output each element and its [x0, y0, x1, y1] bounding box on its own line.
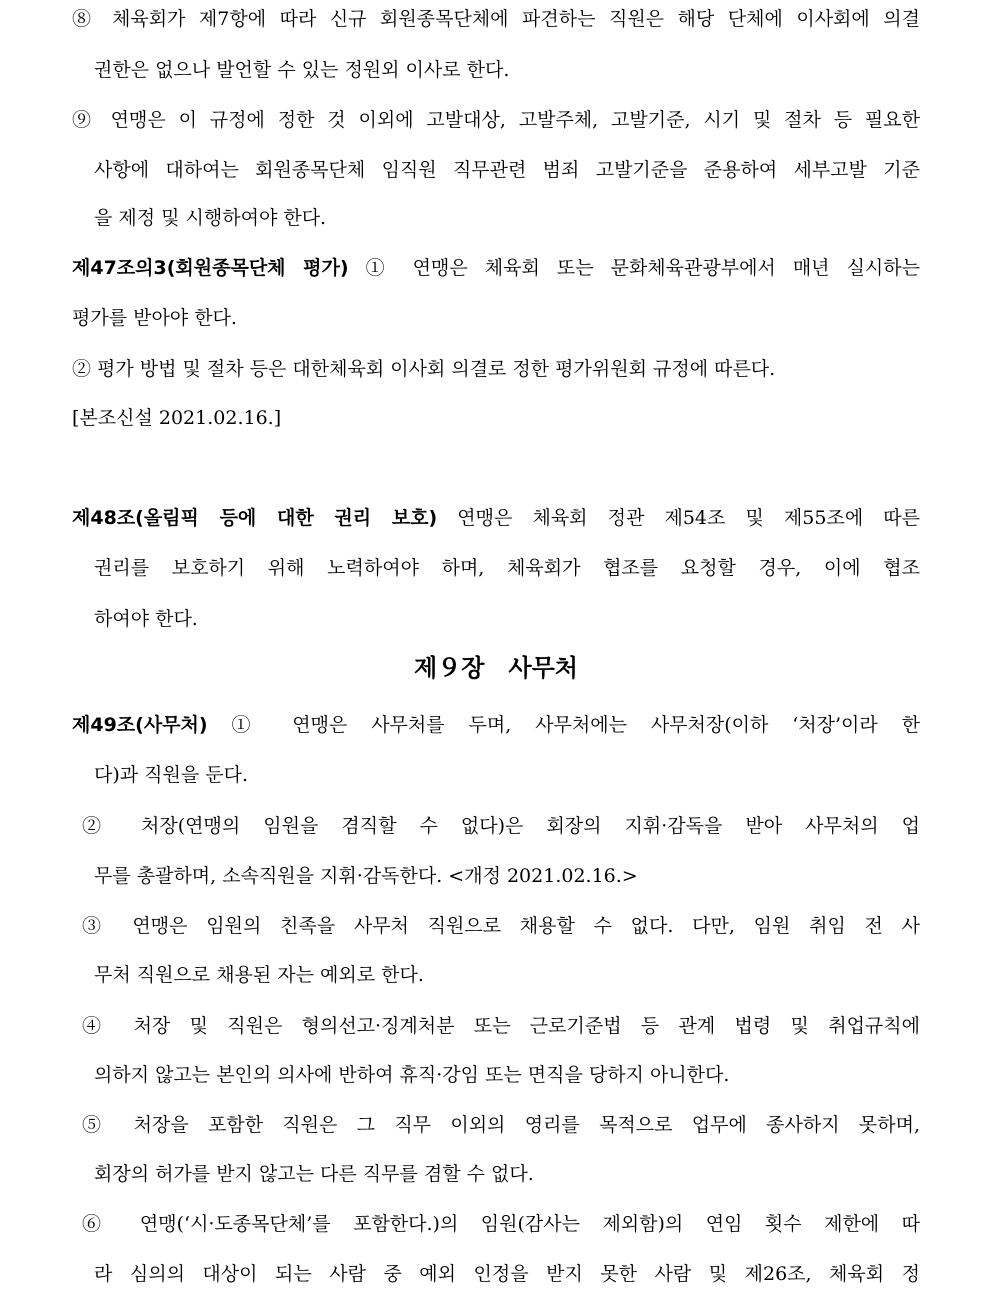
- article-49-clause-5-line-2: 회장의 허가를 받지 않고는 다른 직무를 겸할 수 없다.: [94, 1163, 534, 1185]
- article-49-line-1: [72, 710, 920, 740]
- article-49-clause-2-line-2: 무를 총괄하며, 소속직원을 지휘·감독한다. <개정 2021.02.16.>: [94, 865, 638, 887]
- article-47-3-heading: 제47조의3(회원종목단체 평가): [72, 257, 349, 279]
- article-49-clause-1: ① 연맹은 사무처를 두며, 사무처에는 사무처장(이하 ‘처장’이라 한: [231, 714, 920, 736]
- article-49-clause-3-line-2: 무처 직원으로 채용된 자는 예외로 한다.: [94, 964, 424, 986]
- article-49-clause-6-line-1: ⑥ 연맹(‘시·도종목단체’를 포함한다.)의 임원(감사는 제외함)의 연임 횟수 제한에 따: [82, 1213, 920, 1235]
- article-47-3-note: [본조신설 2021.02.16.]: [72, 407, 282, 429]
- article-49-clause-4-line-2: 의하지 않고는 본인의 의사에 반하여 휴직·강임 또는 면직을 당하지 아니한다.: [94, 1064, 730, 1086]
- article-48-line-1: [72, 503, 920, 533]
- paragraph-9-line-3: 을 제정 및 시행하여야 한다.: [94, 207, 327, 229]
- article-48-text: 연맹은 체육회 정관 제54조 및 제55조에 따른: [457, 507, 920, 529]
- article-47-3-clause-1: ① 연맹은 체육회 또는 문화체육관광부에서 매년 실시하는: [365, 257, 920, 279]
- paragraph-8-line-1: ⑧ 체육회가 제7항에 따라 신규 회원종목단체에 파견하는 직원은 해당 단체에 이사회에 의결: [72, 8, 920, 30]
- paragraph-8-line-2: 권한은 없으나 발언할 수 있는 정원외 이사로 한다.: [94, 59, 510, 81]
- article-48-line-2: 권리를 보호하기 위해 노력하여야 하며, 체육회가 협조를 요청할 경우, 이에 협조: [94, 557, 920, 579]
- paragraph-9-line-2: 사항에 대하여는 회원종목단체 임직원 직무관련 범죄 고발기준을 준용하여 세부고발 기준: [94, 159, 920, 181]
- article-47-3-clause-2: ② 평가 방법 및 절차 등은 대한체육회 이사회 의결로 정한 평가위원회 규정에 따른다.: [72, 358, 776, 380]
- article-49-clause-6-line-2: 라 심의의 대상이 되는 사람 중 예외 인정을 받지 못한 사람 및 제26조, 체육회 정: [94, 1263, 920, 1285]
- article-49-clause-4-line-1: ④ 처장 및 직원은 형의선고·징계처분 또는 근로기준법 등 관계 법령 및 취업규칙에: [82, 1015, 920, 1037]
- article-47-3-line-1: [72, 253, 920, 283]
- paragraph-9-line-1: ⑨ 연맹은 이 규정에 정한 것 이외에 고발대상, 고발주체, 고발기준, 시기 및 절차 등 필요한: [72, 109, 920, 131]
- article-49-clause-1-line-2: 다)과 직원을 둔다.: [94, 764, 249, 786]
- article-49-heading: 제49조(사무처): [72, 714, 208, 736]
- chapter-9-heading: 제９장 사무처: [414, 654, 578, 682]
- article-48-heading: 제48조(올림픽 등에 대한 권리 보호): [72, 507, 438, 529]
- article-49-clause-5-line-1: ⑤ 처장을 포함한 직원은 그 직무 이외의 영리를 목적으로 업무에 종사하지 못하며,: [82, 1114, 920, 1136]
- article-47-3-line-2: 평가를 받아야 한다.: [72, 307, 237, 329]
- article-49-clause-3-line-1: ③ 연맹은 임원의 친족을 사무처 직원으로 채용할 수 없다. 다만, 임원 취임 전 사: [82, 915, 920, 937]
- article-48-line-3: 하여야 한다.: [94, 608, 198, 630]
- article-49-clause-2-line-1: ② 처장(연맹의 임원을 겸직할 수 없다)은 회장의 지휘·감독을 받아 사무처의 업: [82, 815, 920, 837]
